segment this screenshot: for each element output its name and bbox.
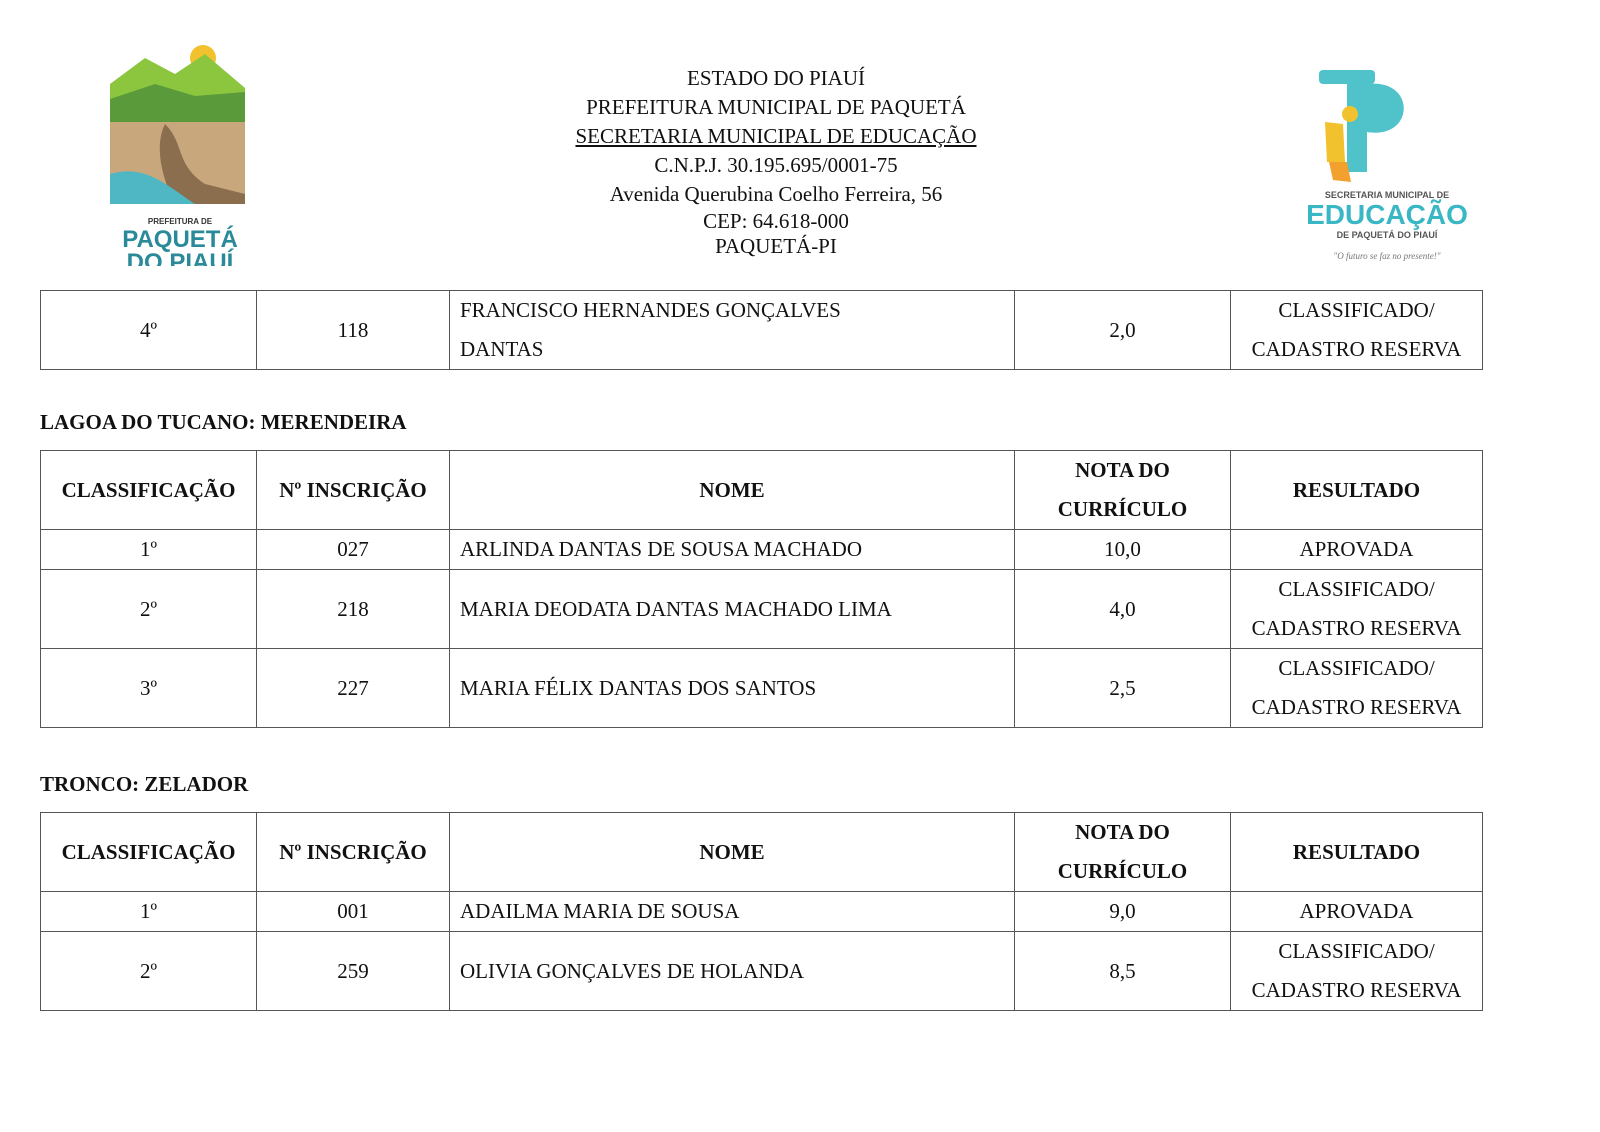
continued-results-table [40, 290, 1483, 370]
svg-text:EDUCAÇÃO: EDUCAÇÃO [1306, 199, 1468, 230]
classificacao-cell: 2º [41, 570, 257, 649]
col-header-inscricao: Nº INSCRIÇÃO [257, 451, 450, 530]
col-header-classificacao: CLASSIFICAÇÃO [41, 813, 257, 892]
prefeitura-logo [105, 44, 255, 266]
table-row [41, 932, 1483, 1011]
col-header-nome: NOME [450, 451, 1015, 530]
classificacao-cell: 4º [41, 291, 257, 370]
nome-cell: MARIA DEODATA DANTAS MACHADO LIMA [450, 570, 1015, 649]
header-state: ESTADO DO PIAUÍ [687, 66, 865, 90]
header-address: Avenida Querubina Coelho Ferreira, 56 [609, 182, 943, 206]
nota-cell: 9,0 [1015, 892, 1231, 932]
resultado-cell: CLASSIFICADO/ CADASTRO RESERVA [1231, 649, 1483, 728]
nome-cell: MARIA FÉLIX DANTAS DOS SANTOS [450, 649, 1015, 728]
inscricao-cell: 227 [257, 649, 450, 728]
classificacao-cell: 1º [41, 530, 257, 570]
resultado-cell: CLASSIFICADO/ CADASTRO RESERVA [1231, 570, 1483, 649]
table-row [41, 649, 1483, 728]
col-header-nota: NOTA DO CURRÍCULO [1015, 451, 1231, 530]
table-row [41, 291, 1483, 370]
nome-cell: ADAILMA MARIA DE SOUSA [450, 892, 1015, 932]
nota-cell: 2,5 [1015, 649, 1231, 728]
table-row [41, 530, 1483, 570]
inscricao-cell: 001 [257, 892, 450, 932]
svg-text:PREFEITURA DE: PREFEITURA DE [147, 217, 213, 226]
letterhead [456, 64, 1096, 259]
resultado-cell: APROVADA [1231, 530, 1483, 570]
nome-cell: OLIVIA GONÇALVES DE HOLANDA [450, 932, 1015, 1011]
resultado-cell: CLASSIFICADO/ CADASTRO RESERVA [1231, 932, 1483, 1011]
classificacao-cell: 1º [41, 892, 257, 932]
col-header-nota: NOTA DO CURRÍCULO [1015, 813, 1231, 892]
header-prefeitura: PREFEITURA MUNICIPAL DE PAQUETÁ [586, 95, 966, 119]
nota-cell: 4,0 [1015, 570, 1231, 649]
col-header-resultado: RESULTADO [1231, 451, 1483, 530]
svg-text:PAQUETÁ: PAQUETÁ [122, 226, 238, 253]
classificacao-cell: 3º [41, 649, 257, 728]
inscricao-cell: 259 [257, 932, 450, 1011]
svg-text:SECRETARIA MUNICIPAL DE: SECRETARIA MUNICIPAL DE [1324, 190, 1450, 200]
resultado-cell: APROVADA [1231, 892, 1483, 932]
col-header-classificacao: CLASSIFICAÇÃO [41, 451, 257, 530]
table-header-row [41, 813, 1483, 892]
zelador-results-table [40, 812, 1483, 1011]
inscricao-cell: 218 [257, 570, 450, 649]
svg-text:DE PAQUETÁ DO PIAUÍ: DE PAQUETÁ DO PIAUÍ [1336, 230, 1438, 240]
svg-text:"O futuro se faz no presente!": "O futuro se faz no presente!" [1333, 251, 1441, 261]
nome-cell: FRANCISCO HERNANDES GONÇALVES DANTAS [450, 291, 1015, 370]
header-cnpj: C.N.P.J. 30.195.695/0001-75 [654, 153, 898, 177]
header-cep: CEP: 64.618-000 [703, 209, 849, 233]
col-header-nome: NOME [450, 813, 1015, 892]
table-row [41, 892, 1483, 932]
col-header-inscricao: Nº INSCRIÇÃO [257, 813, 450, 892]
nome-cell: ARLINDA DANTAS DE SOUSA MACHADO [450, 530, 1015, 570]
section-title-merendeira: LAGOA DO TUCANO: MERENDEIRA [40, 410, 407, 434]
header-city: PAQUETÁ-PI [715, 234, 837, 258]
section-title-zelador: TRONCO: ZELADOR [40, 772, 249, 796]
svg-text:DO PIAUÍ: DO PIAUÍ [126, 249, 234, 266]
table-row [41, 570, 1483, 649]
table-header-row [41, 451, 1483, 530]
inscricao-cell: 118 [257, 291, 450, 370]
secretaria-educacao-logo [1305, 62, 1475, 272]
resultado-cell: CLASSIFICADO/ CADASTRO RESERVA [1231, 291, 1483, 370]
merendeira-results-table [40, 450, 1483, 728]
header-secretaria: SECRETARIA MUNICIPAL DE EDUCAÇÃO [575, 124, 977, 148]
nota-cell: 2,0 [1015, 291, 1231, 370]
classificacao-cell: 2º [41, 932, 257, 1011]
inscricao-cell: 027 [257, 530, 450, 570]
nota-cell: 8,5 [1015, 932, 1231, 1011]
col-header-resultado: RESULTADO [1231, 813, 1483, 892]
nota-cell: 10,0 [1015, 530, 1231, 570]
